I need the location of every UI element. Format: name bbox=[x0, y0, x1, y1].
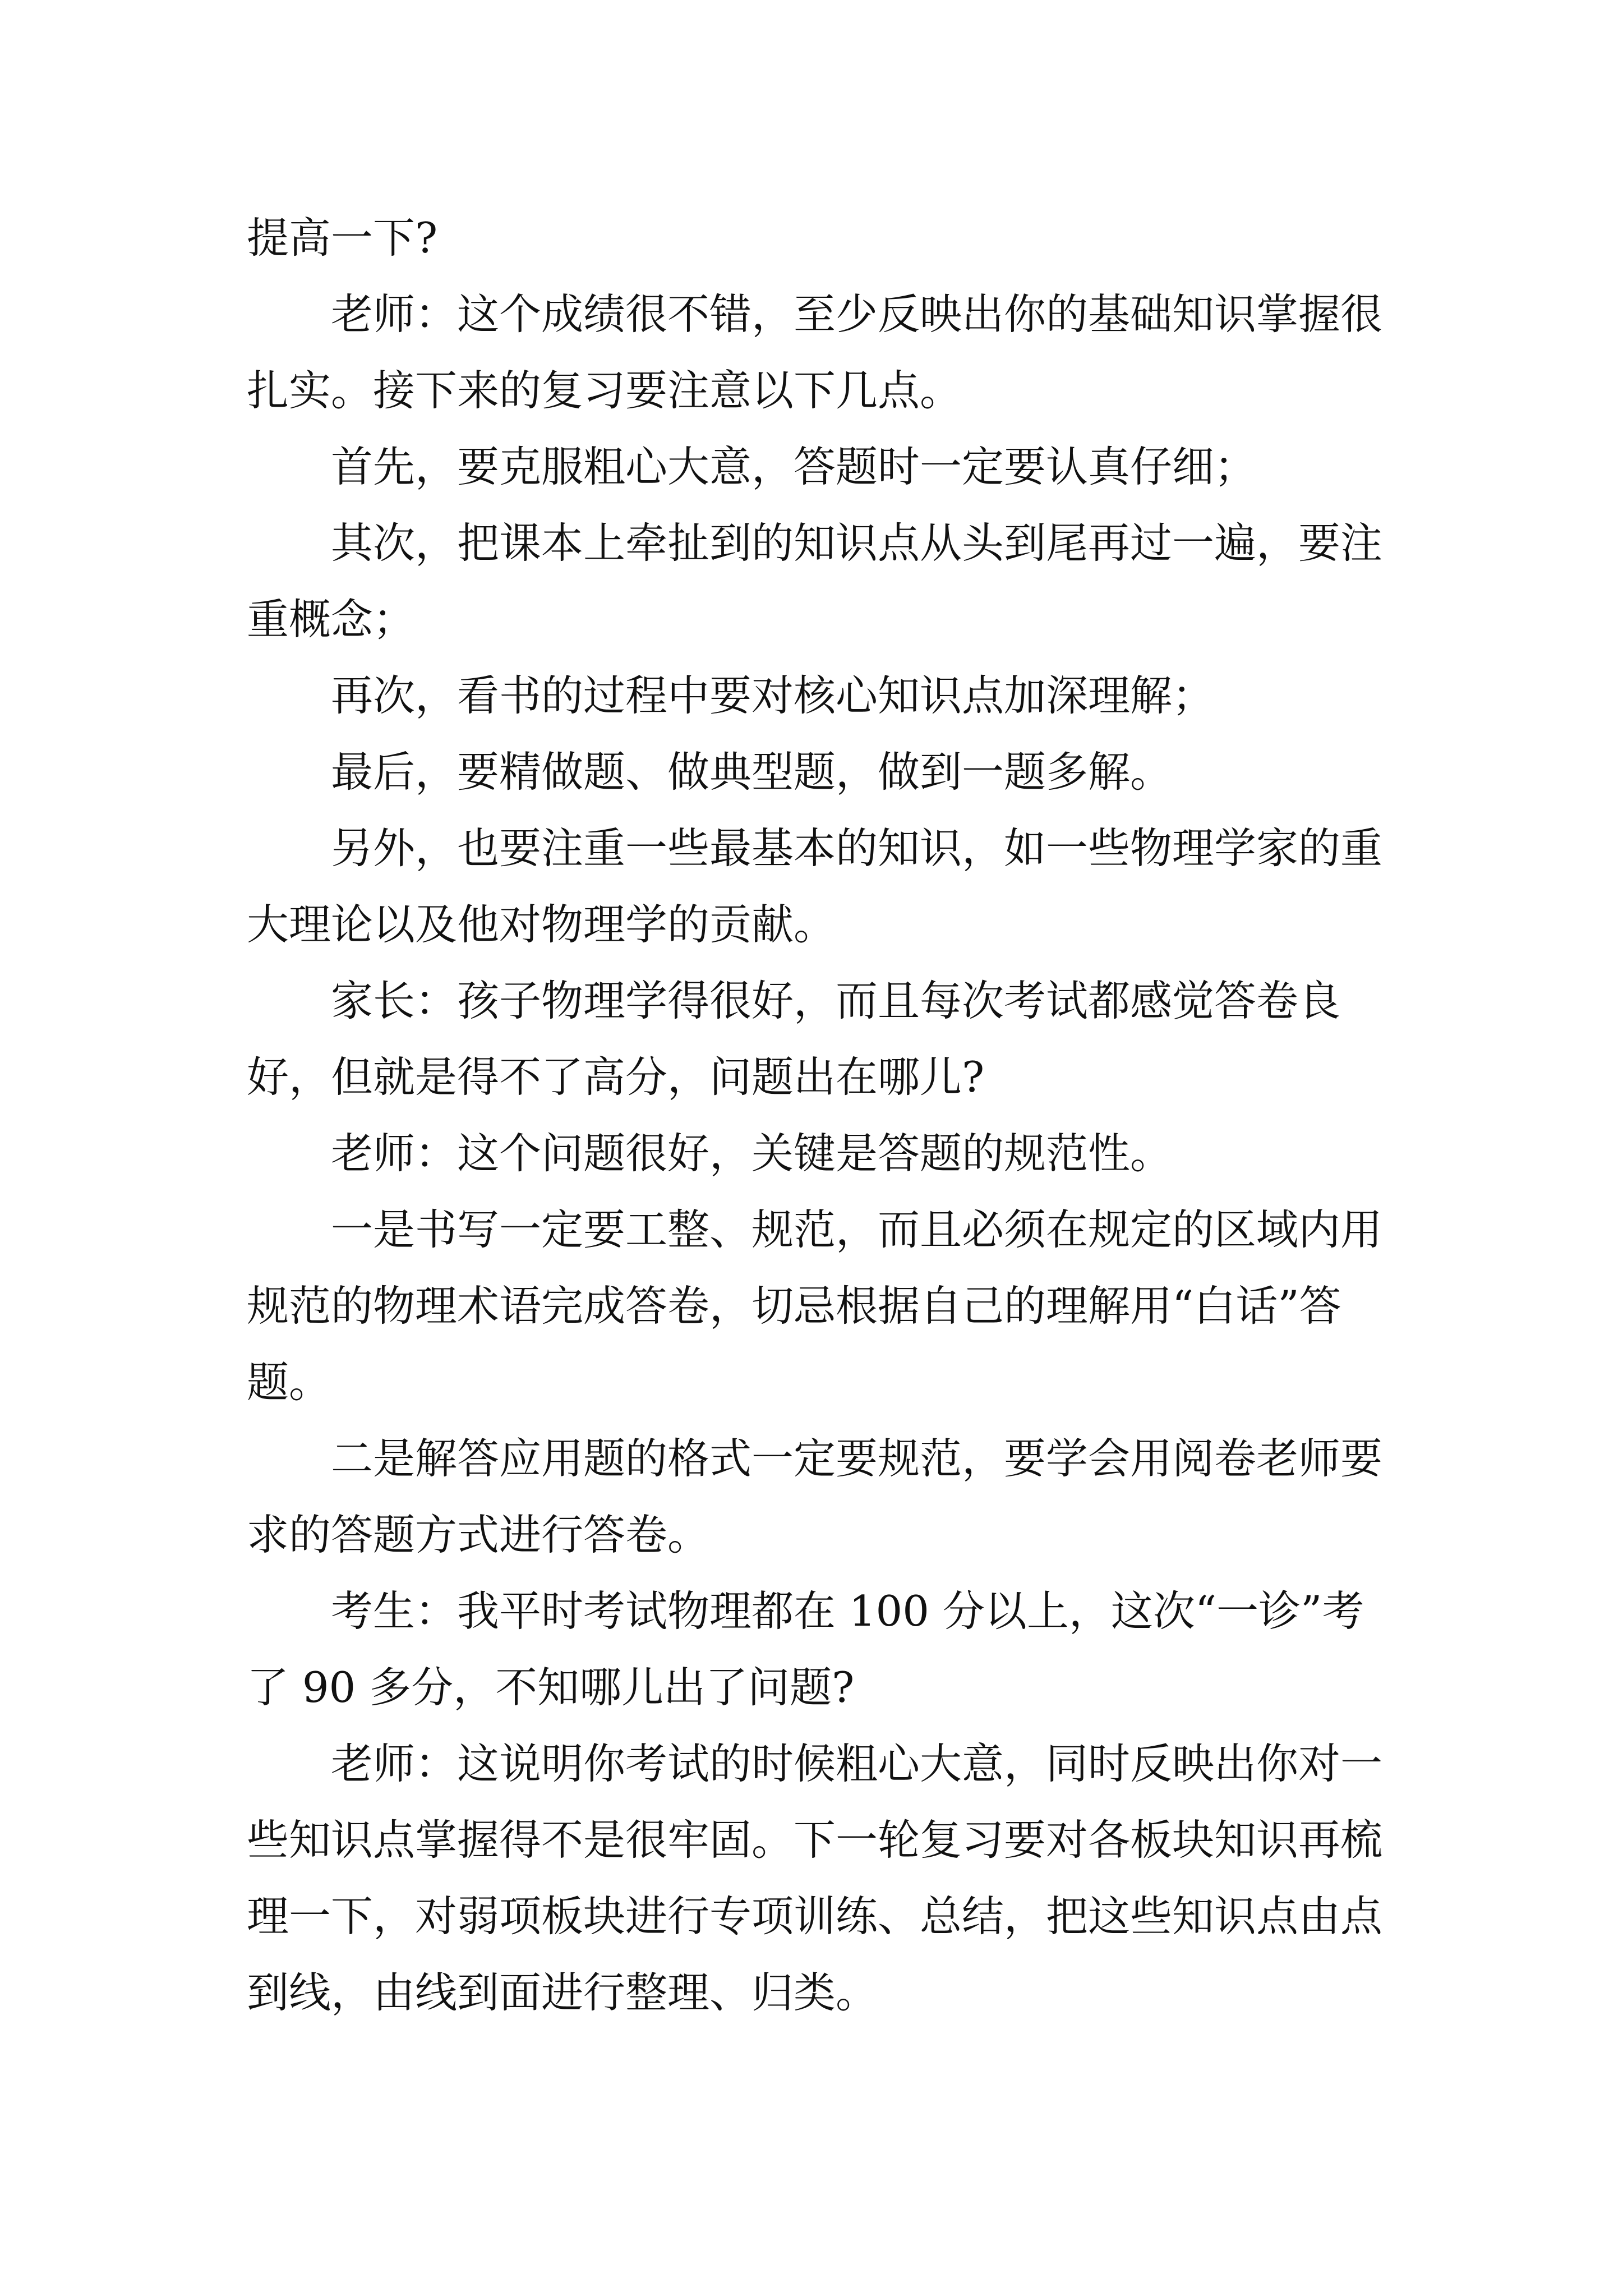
paragraph: 其次，把课本上牵扯到的知识点从头到尾再过一遍，要注重概念； bbox=[247, 518, 1383, 644]
paragraph: 提高一下? bbox=[247, 213, 438, 263]
paragraph: 再次，看书的过程中要对核心知识点加深理解； bbox=[331, 671, 1215, 720]
paragraph: 二是解答应用题的格式一定要规范，要学会用阅卷老师要求的答题方式进行答卷。 bbox=[247, 1434, 1383, 1559]
document-body bbox=[247, 200, 1391, 2031]
paragraph: 老师：这个成绩很不错，至少反映出你的基础知识掌握很扎实。接下来的复习要注意以下几点。 bbox=[247, 289, 1383, 415]
paragraph: 老师：这个问题很好，关键是答题的规范性。 bbox=[331, 1129, 1173, 1178]
paragraph: 考生：我平时考试物理都在 100 分以上，这次“一诊”考了 90 多分，不知哪儿出了问题? bbox=[247, 1586, 1364, 1712]
paragraph: 首先，要克服粗心大意，答题时一定要认真仔细； bbox=[331, 442, 1257, 491]
paragraph: 最后，要精做题、做典型题，做到一题多解。 bbox=[331, 747, 1173, 797]
paragraph: 另外，也要注重一些最基本的知识，如一些物理学家的重大理论以及他对物理学的贡献。 bbox=[247, 823, 1383, 949]
paragraph: 一是书写一定要工整、规范，而且必须在规定的区域内用规范的物理术语完成答卷，切忌根据自己的理解用“白话”答题。 bbox=[247, 1205, 1383, 1407]
paragraph: 老师：这说明你考试的时候粗心大意，同时反映出你对一些知识点掌握得不是很牢固。下一轮复习要对各板块知识再梳理一下，对弱项板块进行专项训练、总结，把这些知识点由点到线，由线到面进行整理、归类。 bbox=[247, 1739, 1383, 2017]
paragraph: 家长：孩子物理学得很好，而且每次考试都感觉答卷良好，但就是得不了高分，问题出在哪儿? bbox=[247, 976, 1341, 1102]
